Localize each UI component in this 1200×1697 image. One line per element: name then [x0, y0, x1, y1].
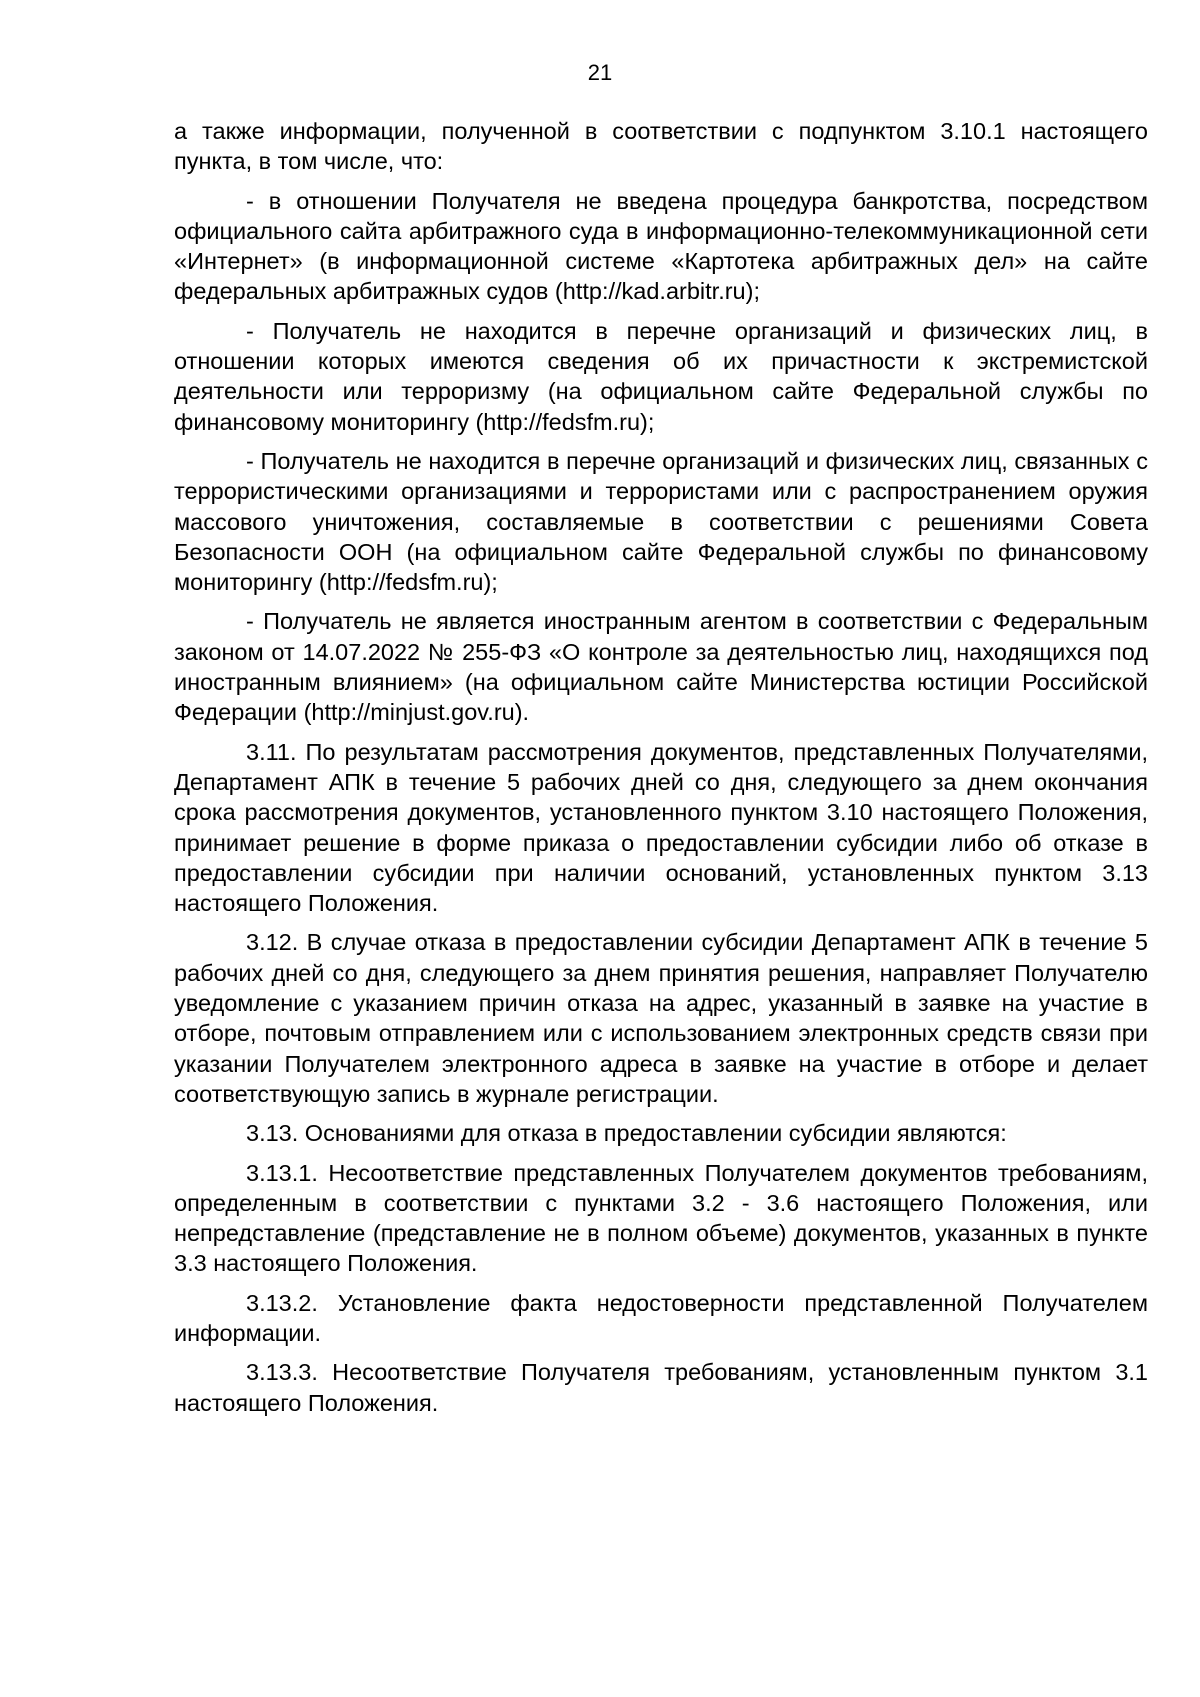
paragraph-3-13-2: 3.13.2. Установление факта недостоверности представленной Получателем информации. [174, 1289, 1148, 1346]
paragraph-bankruptcy-check: - в отношении Получателя не введена процедура банкротства, посредством официального сайта арбитражного суда в информационно-телекоммуникационной сети «Интернет» (в информационной системе «Картотека арбитражных дел» на сайте федеральных арбитражных судов (http://kad.arbitr.ru); [174, 187, 1148, 305]
paragraph-3-13-1: 3.13.1. Несоответствие представленных Получателем документов требованиям, определенным в соответствии с пунктами 3.2 - 3.6 настоящего Положения, или непредставление (представление не в полном объеме) документов, указанных в пункте 3.3 настоящего Положения. [174, 1159, 1148, 1277]
paragraph-terrorism-check: - Получатель не находится в перечне организаций и физических лиц, связанных с террористическими организациями и террористами или с распространением оружия массового уничтожения, составляемые в соответствии с решениями Совета Безопасности ООН (на официальном сайте Федеральной службы по финансовому мониторингу (http://fedsfm.ru); [174, 447, 1148, 596]
paragraph-extremism-check: - Получатель не находится в перечне организаций и физических лиц, в отношении которых имеются сведения об их причастности к экстремистской деятельности или терроризму (на официальном сайте Федеральной службы по финансовому мониторингу (http://fedsfm.ru); [174, 317, 1148, 435]
page-number: 21 [587, 60, 613, 85]
paragraph-3-12: 3.12. В случае отказа в предоставлении субсидии Департамент АПК в течение 5 рабочих дней со дня, следующего за днем принятия решения, направляет Получателю уведомление с указанием причин отказа на адрес, указанный в заявке на участие в отборе, почтовым отправлением или с использованием электронных средств связи при указании Получателем электронного адреса в заявке на участие в отборе и делает соответствующую запись в журнале регистрации. [174, 929, 1148, 1107]
paragraph-foreign-agent-check: - Получатель не является иностранным агентом в соответствии с Федеральным законом от 14.07.2022 № 255-ФЗ «О контроле за деятельностью лиц, находящихся под иностранным влиянием» (на официальном сайте Министерства юстиции Российской Федерации (http://minjust.gov.ru). [174, 608, 1148, 726]
paragraph-3-13: 3.13. Основаниями для отказа в предоставлении субсидии являются: [246, 1120, 1007, 1147]
document-body [174, 116, 1148, 1427]
paragraph-intro: а также информации, полученной в соответствии с подпунктом 3.10.1 настоящего пункта, в том числе, что: [174, 118, 1148, 175]
paragraph-3-11: 3.11. По результатам рассмотрения документов, представленных Получателями, Департамент АПК в течение 5 рабочих дней со дня, следующего за днем окончания срока рассмотрения документов, установленного пунктом 3.10 настоящего Положения, принимает решение в форме приказа о предоставлении субсидии либо об отказе в предоставлении субсидии при наличии оснований, установленных пунктом 3.13 настоящего Положения. [174, 738, 1148, 917]
paragraph-3-13-3: 3.13.3. Несоответствие Получателя требованиям, установленным пунктом 3.1 настоящего Положения. [174, 1359, 1148, 1416]
